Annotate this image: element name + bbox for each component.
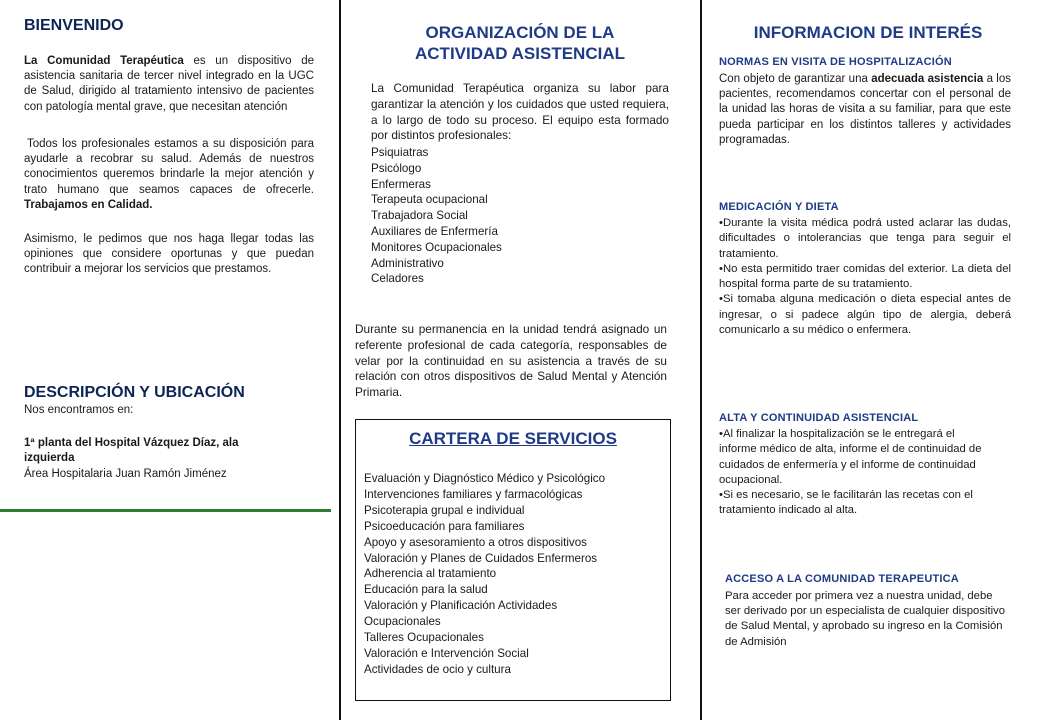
welcome-bold-intro: La Comunidad Terapéutica <box>24 55 184 67</box>
list-item: Psicoterapia grupal e individual <box>364 503 525 517</box>
services-list <box>364 471 605 678</box>
location-intro: Nos encontramos en: <box>24 404 134 416</box>
org-title-line1: ORGANIZACIÓN DE LA <box>425 23 615 42</box>
list-item: Talleres Ocupacionales <box>364 631 484 645</box>
meds-title: MEDICACIÓN Y DIETA <box>719 201 839 213</box>
green-divider <box>0 509 331 512</box>
welcome-paragraph-3 <box>24 232 314 278</box>
services-title: CARTERA DE SERVICIOS <box>409 429 617 448</box>
access-title: ACCESO A LA COMUNIDAD TERAPEUTICA <box>725 573 959 585</box>
list-item: Intervenciones familiares y farmacológicas <box>364 487 583 501</box>
access-paragraph: Para acceder por primera vez a nuestra unidad, debe ser derivado por un especialista de cualquier dispositivo de Salud Mental, y aprobado su ingreso en la Comisión de Admisión <box>725 590 1006 648</box>
welcome-bold-quality: Trabajamos en Calidad. <box>24 198 153 211</box>
list-item: Apoyo y asesoramiento a otros dispositivos <box>364 535 587 549</box>
meds-list <box>719 216 1011 338</box>
list-item: Actividades de ocio y cultura <box>364 662 511 676</box>
referent-paragraph: Durante su permanencia en la unidad tendrá asignado un referente profesional de cada categoría, responsables de velar por la continuidad en su asistencia a través de su relación con otros dispositivos de Salud Mental y Atención Primaria. <box>355 322 667 400</box>
list-item: Auxiliares de Enfermería <box>371 224 498 238</box>
visits-bold: adecuada asistencia <box>871 73 984 85</box>
list-item: •Si es necesario, se le facilitarán las recetas con el tratamiento indicado al alta. <box>719 489 973 517</box>
list-item: Enfermeras <box>371 177 431 191</box>
list-item: Adherencia al tratamiento <box>364 567 497 581</box>
discharge-list <box>719 427 989 519</box>
location-address: 1ª planta del Hospital Vázquez Díaz, ala izquierda <box>24 437 239 465</box>
welcome-text-1: es un dispositivo de asistencia sanitaria de tercer nivel integrado en la UGC de Salud, dirigido al tratamiento intensivo de pacientes con patología mental grave, que necesitan atención <box>24 55 314 113</box>
org-title <box>360 22 680 64</box>
visits-title: NORMAS EN VISITA DE HOSPITALIZACIÓN <box>719 56 952 68</box>
column-divider-left <box>339 0 341 720</box>
list-item: Psiquiatras <box>371 146 429 159</box>
location-title: DESCRIPCIÓN Y UBICACIÓN <box>24 384 245 401</box>
list-item: •No esta permitido traer comidas del exterior. La dieta del hospital forma parte de su tratamiento. <box>719 262 1011 291</box>
welcome-text-2: Todos los profesionales estamos a su disposición para ayudarle a recobrar su salud. Además de nuestros conocimientos queremos brindarle la mejor atención y trato humano que seamos capaces de ofrecerle. <box>24 138 314 196</box>
list-item: •Al finalizar la hospitalización se le entregará el informe médico de alta, informe el de continuidad de cuidados de enfermería y el informe de continuidad ocupacional. <box>719 428 982 486</box>
list-item: Evaluación y Diagnóstico Médico y Psicológico <box>364 472 606 485</box>
discharge-title: ALTA Y CONTINUIDAD ASISTENCIAL <box>719 412 919 424</box>
org-title-line2: ACTIVIDAD ASISTENCIAL <box>415 44 625 63</box>
list-item: Ocupacionales <box>364 615 441 629</box>
location-area: Área Hospitalaria Juan Ramón Jiménez <box>24 468 227 480</box>
list-item: Terapeuta ocupacional <box>371 193 488 207</box>
list-item: Administrativo <box>371 256 444 270</box>
column-divider-right <box>700 0 702 720</box>
list-item: Celadores <box>371 272 424 286</box>
welcome-text-3: Asimismo, le pedimos que nos haga llegar todas las opiniones que considere oportunas y que puedan contribuir a mejorar los servicios que prestamos. <box>24 233 314 276</box>
visits-paragraph <box>719 72 1011 148</box>
list-item: Valoración y Planificación Actividades <box>364 599 558 613</box>
list-item: •Durante la visita médica podrá usted aclarar las dudas, dificultades o intolerancias que tenga para seguir el tratamiento. <box>719 217 1011 260</box>
org-intro: La Comunidad Terapéutica organiza su labor para garantizar la atención y los cuidados que usted requiera, a lo largo de todo su proceso. El equipo esta formado por distintos profesionales: <box>371 81 669 143</box>
services-box <box>355 419 671 701</box>
list-item: Psicólogo <box>371 161 422 175</box>
list-item: Monitores Ocupacionales <box>371 240 502 254</box>
welcome-title: BIENVENIDO <box>24 17 124 34</box>
list-item: •Si tomaba alguna medicación o dieta especial antes de ingresar, o si padece algún tipo de alergia, deberá comunicarlo a su médico o enfermera. <box>719 293 1011 337</box>
visits-text-1: Con objeto de garantizar una <box>719 73 868 85</box>
professionals-list <box>371 145 502 287</box>
list-item: Valoración y Planes de Cuidados Enfermeros <box>364 551 598 565</box>
list-item: Psicoeducación para familiares <box>364 519 525 533</box>
list-item: Educación para la salud <box>364 583 488 597</box>
list-item: Trabajadora Social <box>371 209 468 223</box>
list-item: Valoración e Intervención Social <box>364 646 529 660</box>
info-title: INFORMACION DE INTERÉS <box>753 23 983 42</box>
welcome-paragraph-2 <box>24 137 314 213</box>
visits-text-2: a los pacientes, recomendamos concertar con el personal de la unidad las horas de visita a su familiar, para que este pueda participar en los distintos talleres y actividades programadas. <box>719 73 1012 146</box>
welcome-paragraph <box>24 54 314 115</box>
